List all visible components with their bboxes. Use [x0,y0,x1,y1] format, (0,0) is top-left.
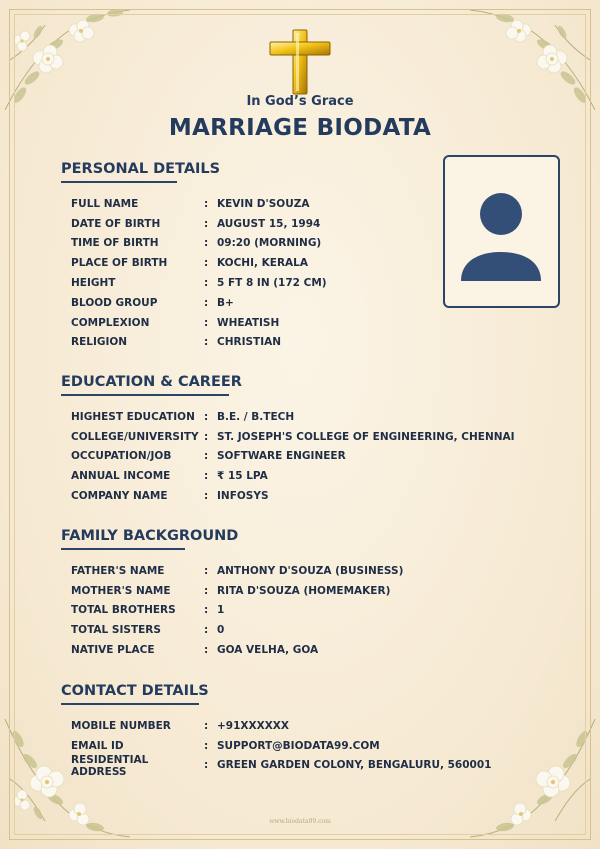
field-label: TOTAL SISTERS [71,624,161,637]
row-complexion [71,313,327,333]
row-mobile-number [71,716,491,736]
row-highest-education [71,407,515,427]
row-residential-address [71,753,492,778]
photo-frame [443,155,560,308]
field-label: NATIVE PLACE [71,644,155,657]
section-title-personal: PERSONAL DETAILS [61,161,221,177]
field-separator: : [204,644,209,657]
field-label: MOTHER'S NAME [71,584,171,597]
field-separator: : [204,584,209,597]
field-label: DATE OF BIRTH [71,217,161,230]
row-annual-income [71,466,515,486]
field-separator: : [204,490,209,503]
row-fathers-name [71,561,403,581]
field-value: INFOSYS [217,490,269,503]
field-value: 5 FT 8 IN (172 CM) [217,277,327,290]
page-title: MARRIAGE BIODATA [168,115,432,141]
row-height [71,273,327,293]
field-value: GOA VELHA, GOA [217,644,319,657]
field-label: COMPANY NAME [71,490,168,503]
section-underline [61,703,199,705]
field-label: FATHER'S NAME [71,564,165,577]
field-value: SUPPORT@BIODATA99.COM [217,739,380,752]
field-separator: : [204,277,209,290]
row-full-name [71,194,327,214]
field-separator: : [204,759,209,772]
field-value: KEVIN D'SOUZA [217,197,310,210]
row-native-place [71,640,403,660]
field-separator: : [204,257,209,270]
field-label: RELIGION [71,336,128,349]
field-label: RESIDENTIAL ADDRESS [71,753,149,778]
field-value: ANTHONY D'SOUZA (BUSINESS) [217,564,404,577]
field-separator: : [204,430,209,443]
field-label: HEIGHT [71,277,116,290]
field-separator: : [204,564,209,577]
field-label: OCCUPATION/JOB [71,450,172,463]
cross-icon [266,28,334,96]
row-total-brothers [71,601,403,621]
field-label: TOTAL BROTHERS [71,604,176,617]
field-value: ₹ 15 LPA [217,470,268,483]
field-value: WHEATISH [217,316,280,329]
field-label: EMAIL ID [71,739,124,752]
field-label: MOBILE NUMBER [71,719,171,732]
family-details-list [71,561,403,660]
section-title-education: EDUCATION & CAREER [61,374,242,390]
field-separator: : [204,237,209,250]
field-separator: : [204,197,209,210]
row-place-of-birth [71,253,327,273]
row-total-sisters [71,620,403,640]
field-separator: : [204,410,209,423]
field-value: RITA D'SOUZA (HOMEMAKER) [217,584,391,597]
section-title-family: FAMILY BACKGROUND [61,528,239,544]
row-religion [71,333,327,353]
field-label: BLOOD GROUP [71,296,158,309]
field-value: +91XXXXXX [217,719,289,732]
field-separator: : [204,470,209,483]
field-label: FULL NAME [71,197,139,210]
row-blood-group [71,293,327,313]
field-value: SOFTWARE ENGINEER [217,450,346,463]
row-mothers-name [71,581,403,601]
row-company-name [71,486,515,506]
field-value: B.E. / B.TECH [217,410,295,423]
field-separator: : [204,336,209,349]
field-value: 0 [217,624,225,637]
field-separator: : [204,217,209,230]
field-label: TIME OF BIRTH [71,237,159,250]
row-time-of-birth [71,234,327,254]
section-underline [61,548,185,550]
field-label: PLACE OF BIRTH [71,257,168,270]
row-college [71,427,515,447]
person-placeholder-icon [445,157,557,305]
field-label: HIGHEST EDUCATION [71,410,195,423]
field-separator: : [204,624,209,637]
field-value: ST. JOSEPH'S COLLEGE OF ENGINEERING, CHENNAI [217,430,515,443]
field-value: 1 [217,604,225,617]
field-value: CHRISTIAN [217,336,282,349]
section-underline [61,394,229,396]
field-separator: : [204,719,209,732]
field-value: KOCHI, KERALA [217,257,308,270]
contact-details-list [71,716,492,778]
field-separator: : [204,296,209,309]
row-date-of-birth [71,214,327,234]
section-underline [61,181,177,183]
field-separator: : [204,450,209,463]
field-label: ANNUAL INCOME [71,470,171,483]
education-details-list [71,407,515,506]
field-separator: : [204,604,209,617]
row-occupation [71,447,515,467]
field-label: COLLEGE/UNIVERSITY [71,430,199,443]
field-label: COMPLEXION [71,316,150,329]
personal-details-list [71,194,327,352]
field-value: 09:20 (MORNING) [217,237,322,250]
watermark: www.biodata99.com [269,818,331,825]
field-value: GREEN GARDEN COLONY, BENGALURU, 560001 [217,759,492,772]
field-separator: : [204,316,209,329]
section-title-contact: CONTACT DETAILS [61,683,209,699]
field-value: AUGUST 15, 1994 [217,217,321,230]
field-separator: : [204,739,209,752]
tagline: In God’s Grace [246,94,354,109]
field-value: B+ [217,296,234,309]
